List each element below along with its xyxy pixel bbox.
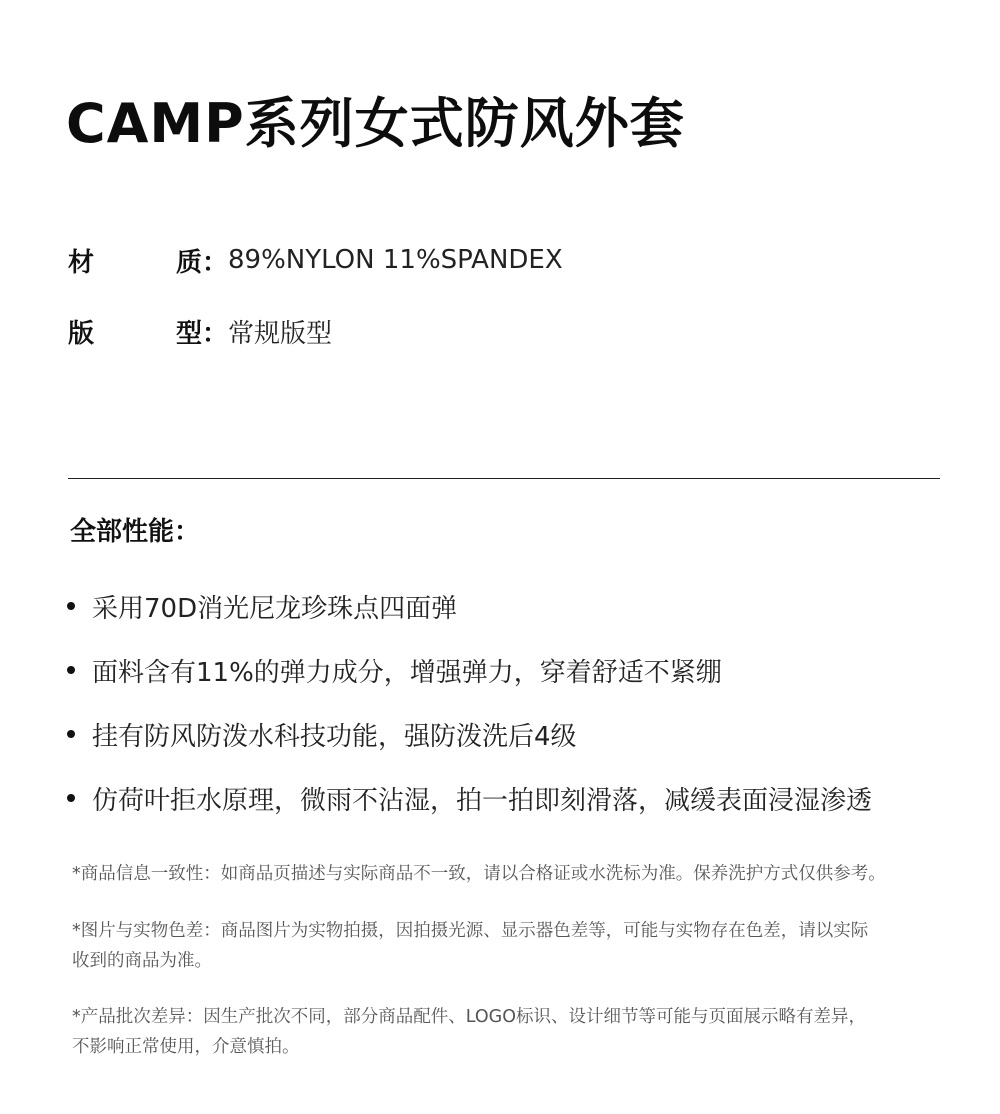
spec-label bbox=[68, 313, 228, 350]
feature-item bbox=[66, 714, 577, 754]
spec-label-char: 型： bbox=[175, 318, 228, 349]
note-line: 收到的商品为准。 bbox=[72, 951, 212, 971]
feature-text: 面料含有11%的弹力成分，增强弹力，穿着舒适不紧绷 bbox=[92, 657, 722, 688]
bullet-icon bbox=[67, 602, 75, 610]
note-line: *图片与实物色差：商品图片为实物拍摄，因拍摄光源、显示器色差等，可能与实物存在色差，请以实际 bbox=[72, 921, 869, 941]
bullet-icon bbox=[67, 666, 75, 674]
features-heading: 全部性能： bbox=[70, 517, 201, 547]
note-batch-difference bbox=[72, 1002, 972, 1062]
note-line: *产品批次差异：因生产批次不同，部分商品配件、LOGO标识、设计细节等可能与页面展示略有差异， bbox=[72, 1007, 866, 1027]
note-consistency bbox=[72, 859, 972, 889]
spec-label-char: 材 bbox=[68, 247, 95, 278]
spec-row-material bbox=[68, 240, 563, 280]
feature-text: 仿荷叶拒水原理，微雨不沾湿，拍一拍即刻滑落，减缓表面浸湿渗透 bbox=[92, 785, 873, 816]
bullet-icon bbox=[67, 794, 75, 802]
feature-item bbox=[66, 586, 457, 626]
feature-text: 挂有防风防泼水科技功能，强防泼洗后4级 bbox=[92, 721, 577, 752]
spec-label bbox=[68, 242, 228, 279]
feature-item bbox=[66, 650, 722, 690]
product-title: CAMP系列女式防风外套 bbox=[66, 92, 685, 155]
note-color-difference bbox=[72, 916, 972, 976]
section-divider bbox=[68, 478, 940, 479]
note-line: *商品信息一致性：如商品页描述与实际商品不一致，请以合格证或水洗标为准。保养洗护方式仅供参考。 bbox=[72, 864, 886, 884]
feature-text: 采用70D消光尼龙珍珠点四面弹 bbox=[92, 593, 458, 624]
bullet-icon bbox=[67, 730, 75, 738]
spec-value-fit: 常规版型 bbox=[228, 318, 333, 349]
spec-row-fit bbox=[68, 311, 332, 351]
note-line: 不影响正常使用，介意慎拍。 bbox=[72, 1037, 300, 1057]
feature-item bbox=[66, 778, 872, 818]
spec-label-char: 版 bbox=[68, 318, 95, 349]
spec-label-char: 质： bbox=[175, 247, 228, 278]
spec-value-material: 89%NYLON 11%SPANDEX bbox=[228, 245, 563, 275]
